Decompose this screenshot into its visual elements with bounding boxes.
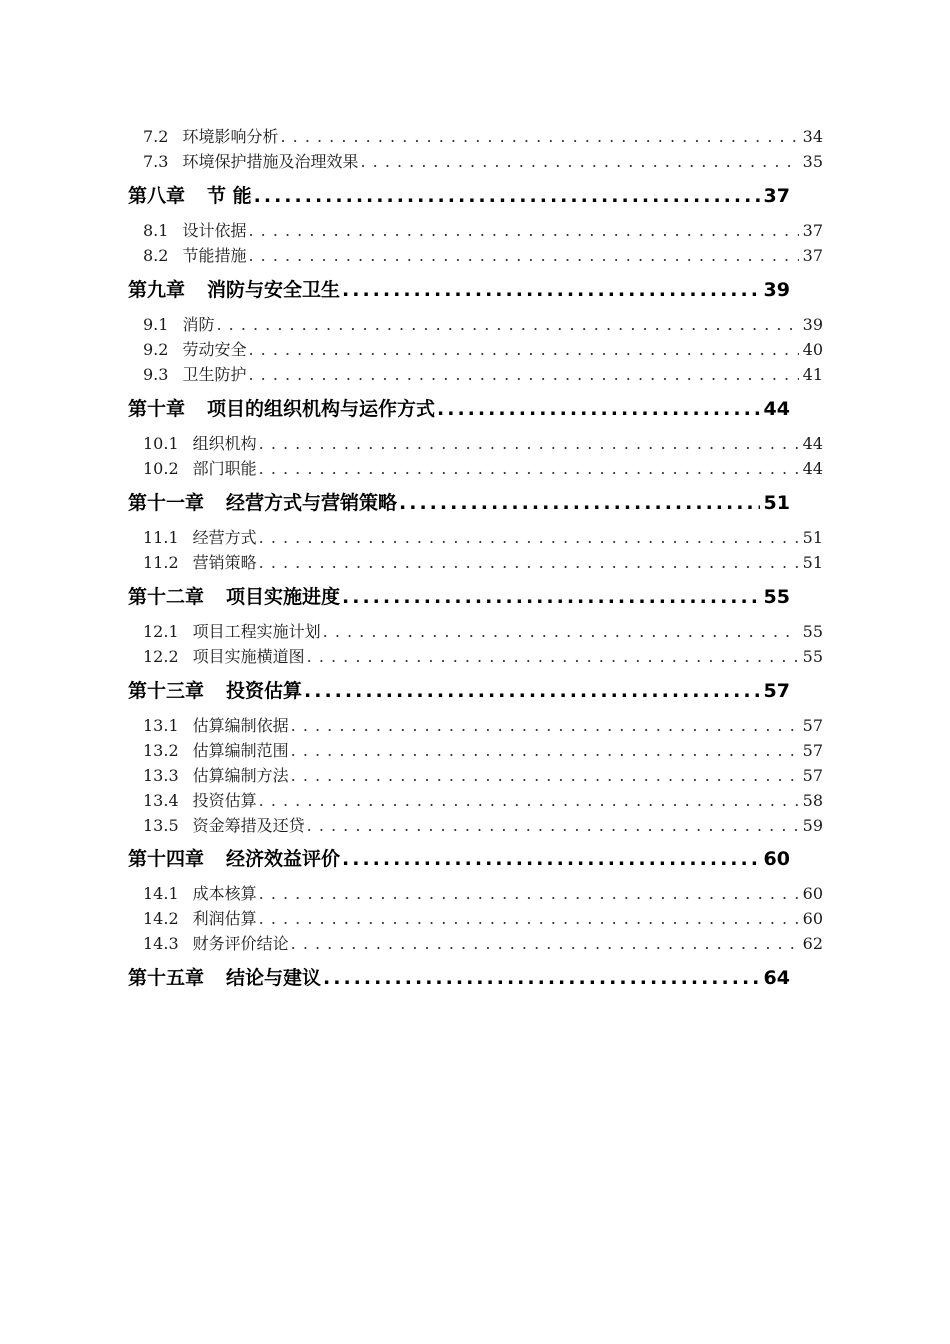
dot-leader [360,152,798,172]
dot-leader [280,127,798,147]
toc-entry-7-2[interactable] [143,127,823,147]
toc-entry-page: 35 [802,152,823,171]
toc-entry-title: 节能措施 [182,246,247,265]
toc-chapter-title: 经济效益评价 [226,848,341,870]
toc-entry-13-1[interactable] [143,716,823,736]
dot-leader [248,365,798,385]
toc-entry-number: 10.2 [143,459,179,478]
toc-chapter-title: 结论与建议 [226,967,322,989]
toc-chapter-title: 项目的组织机构与运作方式 [207,398,436,420]
toc-entry-page: 41 [802,365,823,384]
toc-chapter-number: 第八章 [128,185,186,207]
toc-chapter-page: 44 [763,398,790,420]
toc-entry-13-5[interactable] [143,816,823,836]
dot-leader [248,340,798,360]
dot-leader [437,397,760,421]
toc-entry-page: 55 [802,622,823,641]
dot-leader [291,741,799,761]
toc-entry-page: 57 [802,741,823,760]
toc-entry-number: 11.1 [143,528,179,547]
toc-entry-page: 57 [802,766,823,785]
dot-leader [304,679,760,703]
toc-entry-number: 10.1 [143,434,179,453]
dot-leader [342,585,760,609]
toc-entry-number: 8.1 [143,221,169,240]
toc-entry-number: 9.3 [143,365,169,384]
toc-chapter-page: 60 [763,848,790,870]
toc-chapter-title: 投资估算 [226,680,303,702]
dot-leader [291,766,799,786]
dot-leader [342,847,760,871]
toc-entry-title: 劳动安全 [182,340,247,359]
toc-entry-title: 卫生防护 [182,365,247,384]
toc-entry-number: 13.4 [143,791,179,810]
toc-entry-title: 财务评价结论 [192,934,289,953]
toc-entry-9-2[interactable] [143,340,823,360]
toc-entry-number: 14.2 [143,909,179,928]
toc-chapter-page: 39 [763,279,790,301]
toc-entry-title: 设计依据 [182,221,247,240]
toc-entry-page: 62 [802,934,823,953]
toc-entry-title: 项目实施横道图 [192,647,305,666]
toc-entry-page: 59 [802,816,823,835]
toc-chapter-number: 第九章 [128,279,186,301]
toc-chapter-page: 64 [763,967,790,989]
dot-leader [307,816,799,836]
dot-leader [248,221,798,241]
dot-leader [291,716,799,736]
toc-chapter-page: 55 [763,586,790,608]
toc-entry-12-2[interactable] [143,647,823,667]
toc-entry-title: 估算编制依据 [192,716,289,735]
toc-entry-title: 投资估算 [192,791,257,810]
toc-entry-page: 34 [802,127,823,146]
toc-entry-page: 51 [802,528,823,547]
toc-chapter-9[interactable] [128,278,790,302]
toc-entry-number: 9.2 [143,340,169,359]
dot-leader [307,647,799,667]
toc-entry-10-1[interactable] [143,434,823,454]
toc-entry-number: 13.3 [143,766,179,785]
toc-entry-11-2[interactable] [143,553,823,573]
toc-entry-title: 消防 [182,315,215,334]
toc-entry-title: 资金筹措及还贷 [192,816,305,835]
toc-chapter-page: 51 [763,492,790,514]
toc-entry-14-1[interactable] [143,884,823,904]
toc-chapter-8[interactable] [128,184,790,208]
dot-leader [342,278,760,302]
toc-chapter-title: 消防与安全卫生 [207,279,341,301]
toc-entry-page: 39 [802,315,823,334]
toc-entry-page: 60 [802,884,823,903]
toc-entry-page: 58 [802,791,823,810]
toc-entry-page: 57 [802,716,823,735]
toc-entry-title: 成本核算 [192,884,257,903]
toc-chapter-number: 第十一章 [128,492,205,514]
toc-chapter-10[interactable] [128,397,790,421]
toc-entry-title: 部门职能 [192,459,257,478]
toc-chapter-number: 第十三章 [128,680,205,702]
toc-entry-page: 37 [802,221,823,240]
toc-entry-14-2[interactable] [143,909,823,929]
dot-leader [216,315,798,335]
toc-chapter-page: 37 [763,185,790,207]
toc-entry-page: 55 [802,647,823,666]
toc-entry-number: 13.5 [143,816,179,835]
toc-entry-number: 14.3 [143,934,179,953]
toc-entry-title: 利润估算 [192,909,257,928]
toc-entry-10-2[interactable] [143,459,823,479]
toc-chapter-title: 经营方式与营销策略 [226,492,398,514]
toc-entry-page: 44 [802,434,823,453]
toc-entry-number: 7.3 [143,152,169,171]
dot-leader [248,246,798,266]
toc-entry-page: 40 [802,340,823,359]
toc-entry-14-3[interactable] [143,934,823,954]
toc-entry-page: 37 [802,246,823,265]
dot-leader [259,553,799,573]
toc-entry-13-4[interactable] [143,791,823,811]
toc-entry-page: 51 [802,553,823,572]
toc-entry-8-2[interactable] [143,246,823,266]
toc-entry-title: 经营方式 [192,528,257,547]
toc-chapter-14[interactable] [128,847,790,871]
toc-entry-7-3[interactable] [143,152,823,172]
dot-leader [291,934,799,954]
dot-leader [323,622,799,642]
toc-entry-number: 12.2 [143,647,179,666]
dot-leader [259,459,799,479]
dot-leader [323,966,760,990]
toc-entry-number: 9.1 [143,315,169,334]
toc-chapter-page: 57 [763,680,790,702]
toc-entry-page: 60 [802,909,823,928]
toc-chapter-11[interactable] [128,491,790,515]
toc-entry-number: 11.2 [143,553,179,572]
toc-entry-page: 44 [802,459,823,478]
toc-entry-number: 7.2 [143,127,169,146]
toc-entry-title: 估算编制范围 [192,741,289,760]
toc-chapter-number: 第十二章 [128,586,205,608]
dot-leader [259,791,799,811]
toc-entry-number: 14.1 [143,884,179,903]
toc-entry-number: 8.2 [143,246,169,265]
dot-leader [259,884,799,904]
toc-entry-9-1[interactable] [143,315,823,335]
dot-leader [254,184,760,208]
toc-chapter-13[interactable] [128,679,790,703]
dot-leader [259,434,799,454]
toc-entry-title: 项目工程实施计划 [192,622,321,641]
toc-chapter-number: 第十四章 [128,848,205,870]
toc-entry-title: 环境保护措施及治理效果 [182,152,359,171]
toc-entry-13-3[interactable] [143,766,823,786]
toc-entry-13-2[interactable] [143,741,823,761]
toc-chapter-title: 节 能 [207,185,252,207]
toc-entry-title: 估算编制方法 [192,766,289,785]
dot-leader [399,491,760,515]
toc-entry-number: 12.1 [143,622,179,641]
toc-entry-12-1[interactable] [143,622,823,642]
toc-chapter-title: 项目实施进度 [226,586,341,608]
toc-entry-9-3[interactable] [143,365,823,385]
toc-entry-number: 13.1 [143,716,179,735]
dot-leader [259,909,799,929]
toc-chapter-number: 第十五章 [128,967,205,989]
toc-chapter-15[interactable] [128,966,790,990]
toc-entry-title: 环境影响分析 [182,127,279,146]
dot-leader [259,528,799,548]
toc-entry-title: 营销策略 [192,553,257,572]
toc-chapter-12[interactable] [128,585,790,609]
toc-entry-8-1[interactable] [143,221,823,241]
toc-entry-title: 组织机构 [192,434,257,453]
toc-entry-number: 13.2 [143,741,179,760]
toc-entry-11-1[interactable] [143,528,823,548]
toc-chapter-number: 第十章 [128,398,186,420]
